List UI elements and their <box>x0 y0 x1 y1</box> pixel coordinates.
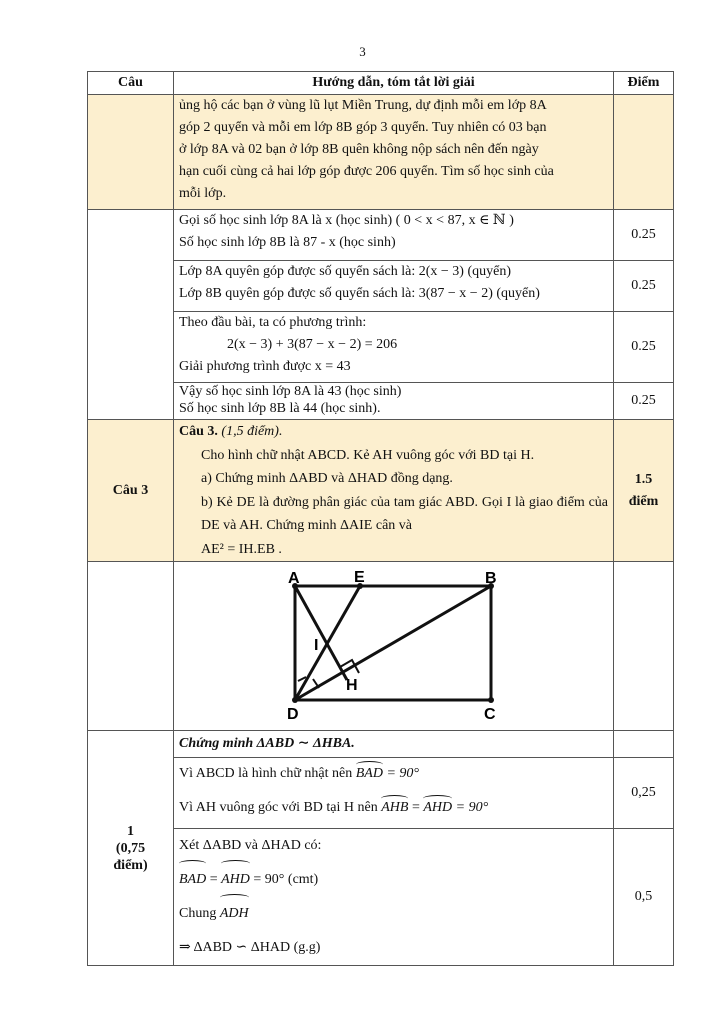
part1-heading: Chứng minh ΔABD ∼ ΔHBA. <box>174 731 614 758</box>
question3-score <box>614 420 674 562</box>
part1-step1-score: 0,25 <box>614 758 674 829</box>
problem-line: hạn cuối cùng cả hai lớp góp được 206 quyển. Tìm số học sinh của <box>179 164 554 179</box>
question3-label: Câu 3 <box>88 420 174 562</box>
figure-row <box>88 562 674 731</box>
problem-line: ủng hộ các bạn ở vùng lũ lụt Miền Trung, dự định mỗi em lớp 8A <box>179 98 547 113</box>
solution-label-cell <box>88 210 174 420</box>
label-d: D <box>287 706 299 722</box>
label-b: B <box>485 570 497 587</box>
step1-text: Vì AH vuông góc với BD tại H nên <box>179 800 378 815</box>
step1-line-a <box>179 764 608 784</box>
angle-adh: ADH <box>220 897 249 931</box>
figure-label-cell <box>88 562 174 731</box>
part1-step2 <box>174 829 614 966</box>
step-line: Lớp 8B quyên góp được số quyển sách là: 3(87 − x − 2) (quyển) <box>179 286 540 301</box>
label-e: E <box>354 569 365 586</box>
altitude-ah <box>295 586 347 680</box>
solution-step <box>174 210 614 261</box>
step-line: Giải phương trình được x = 43 <box>179 359 351 374</box>
step2-value: = 90° (cmt) <box>253 872 319 887</box>
angle-bad: BAD <box>179 863 206 897</box>
header-row <box>88 72 674 95</box>
step-score: 0.25 <box>614 210 674 261</box>
part1-heading-score <box>614 731 674 758</box>
question3-part-b: b) Kẻ DE là đường phân giác của tam giác ABD. Gọi I là giao điểm của DE và AH. Chứng minh ΔAIE cân và <box>201 494 608 533</box>
part1-label <box>88 731 174 966</box>
part1-label-line: điểm) <box>113 857 148 873</box>
step-score: 0.25 <box>614 312 674 383</box>
part1-step1 <box>174 758 614 829</box>
question3-score-unit: điểm <box>628 493 659 509</box>
angle-ahb: AHB <box>381 798 408 818</box>
label-h: H <box>346 677 358 694</box>
question3-part-a: a) Chứng minh ΔABD và ΔHAD đồng dạng. <box>201 471 453 486</box>
step-score: 0.25 <box>614 261 674 312</box>
step1-value: = 90° <box>455 800 489 815</box>
diagonal-bd <box>295 586 491 700</box>
step2-line: Xét ΔABD và ΔHAD có: <box>179 838 322 853</box>
equation-line: 2(x − 3) + 3(87 − x − 2) = 206 <box>227 337 398 352</box>
solution-step-row <box>88 261 674 312</box>
solution-step-row <box>88 210 674 261</box>
question3-part-b-end: AE² = IH.EB . <box>201 541 282 557</box>
problem-line: góp 2 quyển và mỗi em lớp 8B góp 3 quyển. Tuy nhiên có 03 bạn <box>179 120 547 135</box>
label-a: A <box>288 570 300 587</box>
part1-step1-row <box>88 758 674 829</box>
step2-line: ⇒ ΔABD ∽ ΔHAD (g.g) <box>179 940 321 955</box>
rectangle-figure <box>174 562 614 722</box>
problem-line: mỗi lớp. <box>179 186 227 201</box>
angle-ahd: AHD <box>423 798 452 818</box>
step1-line-b: Vì AH vuông góc với BD tại H nên AHB = AHD = 90° <box>179 798 608 818</box>
step2-line <box>179 897 608 931</box>
figure-cell <box>174 562 614 731</box>
question3-text <box>174 420 614 562</box>
step1-value: = 90° <box>386 766 420 781</box>
label-c: C <box>484 706 496 722</box>
question3-points-note: (1,5 điểm). <box>221 424 283 439</box>
solution-step-row <box>88 383 674 420</box>
header-huong-dan: Hướng dẫn, tóm tắt lời giải <box>174 72 614 95</box>
step2-text: Chung <box>179 906 217 921</box>
question3-title: Câu 3. <box>179 424 218 439</box>
header-cau: Câu <box>88 72 174 95</box>
problem-line: ở lớp 8A và 02 bạn ở lớp 8B quên không nộp sách nên đến ngày <box>179 142 539 157</box>
question3-intro: Cho hình chữ nhật ABCD. Kẻ AH vuông góc với BD tại H. <box>201 447 535 463</box>
step-line: Số học sinh lớp 8B là 87 - x (học sinh) <box>179 235 396 250</box>
solution-table <box>87 71 674 966</box>
step-line: Theo đầu bài, ta có phương trình: <box>179 315 367 330</box>
problem-label-cell <box>88 95 174 210</box>
label-i: I <box>314 637 319 654</box>
part1-label-line: 1 <box>127 823 134 839</box>
question3-row <box>88 420 674 562</box>
solution-step <box>174 261 614 312</box>
part1-heading-row <box>88 731 674 758</box>
figure-score-cell <box>614 562 674 731</box>
step-line: Số học sinh lớp 8B là 44 (học sinh). <box>179 401 381 416</box>
page-number: 3 <box>359 44 366 59</box>
part1-step2-row <box>88 829 674 966</box>
solution-step-row <box>88 312 674 383</box>
header-diem: Điểm <box>614 72 674 95</box>
solution-step <box>174 383 614 420</box>
solution-step <box>174 312 614 383</box>
step2-line: BAD = AHD = 90° (cmt) <box>179 863 608 897</box>
angle-bad: BAD <box>356 764 383 784</box>
problem-row <box>88 95 674 210</box>
step-line: Gọi số học sinh lớp 8A là x (học sinh) ( 0 < x < 87, x ∈ ℕ ) <box>179 213 514 228</box>
problem-score-cell <box>614 95 674 210</box>
problem-text <box>174 95 614 210</box>
step1-text: Vì ABCD là hình chữ nhật nên <box>179 766 353 781</box>
step-line: Lớp 8A quyên góp được số quyển sách là: 2(x − 3) (quyển) <box>179 264 512 279</box>
question3-score-value: 1.5 <box>634 471 653 487</box>
part1-step2-score: 0,5 <box>614 829 674 966</box>
step-line: Vậy số học sinh lớp 8A là 43 (học sinh) <box>179 384 402 399</box>
part1-label-line: (0,75 <box>115 840 146 856</box>
step-score: 0.25 <box>614 383 674 420</box>
angle-ahd: AHD <box>221 863 250 897</box>
